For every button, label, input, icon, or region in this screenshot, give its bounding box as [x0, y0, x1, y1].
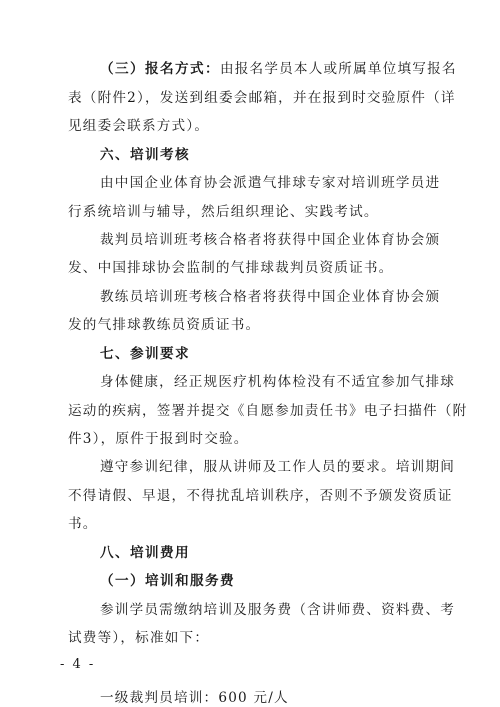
training-assessment-line-1: 由中国企业体育协会派遣气排球专家对培训班学员进 [100, 175, 441, 191]
coach-certificate-line-1: 教练员培训班考核合格者将获得中国企业体育协会颁 [100, 289, 441, 305]
section-6-heading: 六、培训考核 [100, 147, 190, 163]
referee-certificate-line-2: 发、中国排球协会监制的气排球裁判员资质证书。 [68, 260, 394, 276]
registration-method-line-2: 表（附件2），发送到组委会邮箱，并在报到时交验原件（详 [68, 90, 456, 106]
discipline-requirement-line-1: 遵守参训纪律，服从讲师及工作人员的要求。培训期间 [100, 459, 456, 475]
health-requirement-line-3: 件3），原件于报到时交验。 [68, 431, 249, 447]
page-number: - 4 - [60, 657, 96, 672]
training-assessment-line-2: 行系统培训与辅导，然后组织理论、实践考试。 [68, 204, 379, 220]
training-fee-subheading: （一）培训和服务费 [100, 573, 235, 589]
referee-certificate-line-1: 裁判员培训班考核合格者将获得中国企业体育协会颁 [100, 232, 441, 248]
discipline-requirement-line-3: 书。 [68, 516, 98, 532]
discipline-requirement-line-2: 不得请假、早退，不得扰乱培训秩序，否则不予颁发资质证 [68, 488, 453, 504]
health-requirement-line-2: 运动的疾病，签署并提交《自愿参加责任书》电子扫描件（附 [68, 403, 468, 419]
registration-method-line-3: 见组委会联系方式）。 [68, 118, 210, 134]
coach-certificate-line-2: 发的气排球教练员资质证书。 [68, 317, 261, 333]
registration-method-line-1 [100, 61, 457, 78]
fee-description-line-2: 试费等），标准如下： [68, 630, 210, 646]
fee-description-line-1: 参训学员需缴纳培训及服务费（含讲师费、资料费、考 [100, 602, 456, 618]
registration-method-label: （三）报名方式： [100, 61, 220, 77]
section-8-heading: 八、培训费用 [100, 545, 190, 561]
section-7-heading: 七、参训要求 [100, 346, 190, 362]
registration-method-text: 由报名学员本人或所属单位填写报名 [219, 61, 457, 77]
health-requirement-line-1: 身体健康，经正规医疗机构体检没有不适宜参加气排球 [100, 374, 456, 390]
referee-fee-line: 一级裁判员培训：600 元/人 [100, 690, 289, 706]
